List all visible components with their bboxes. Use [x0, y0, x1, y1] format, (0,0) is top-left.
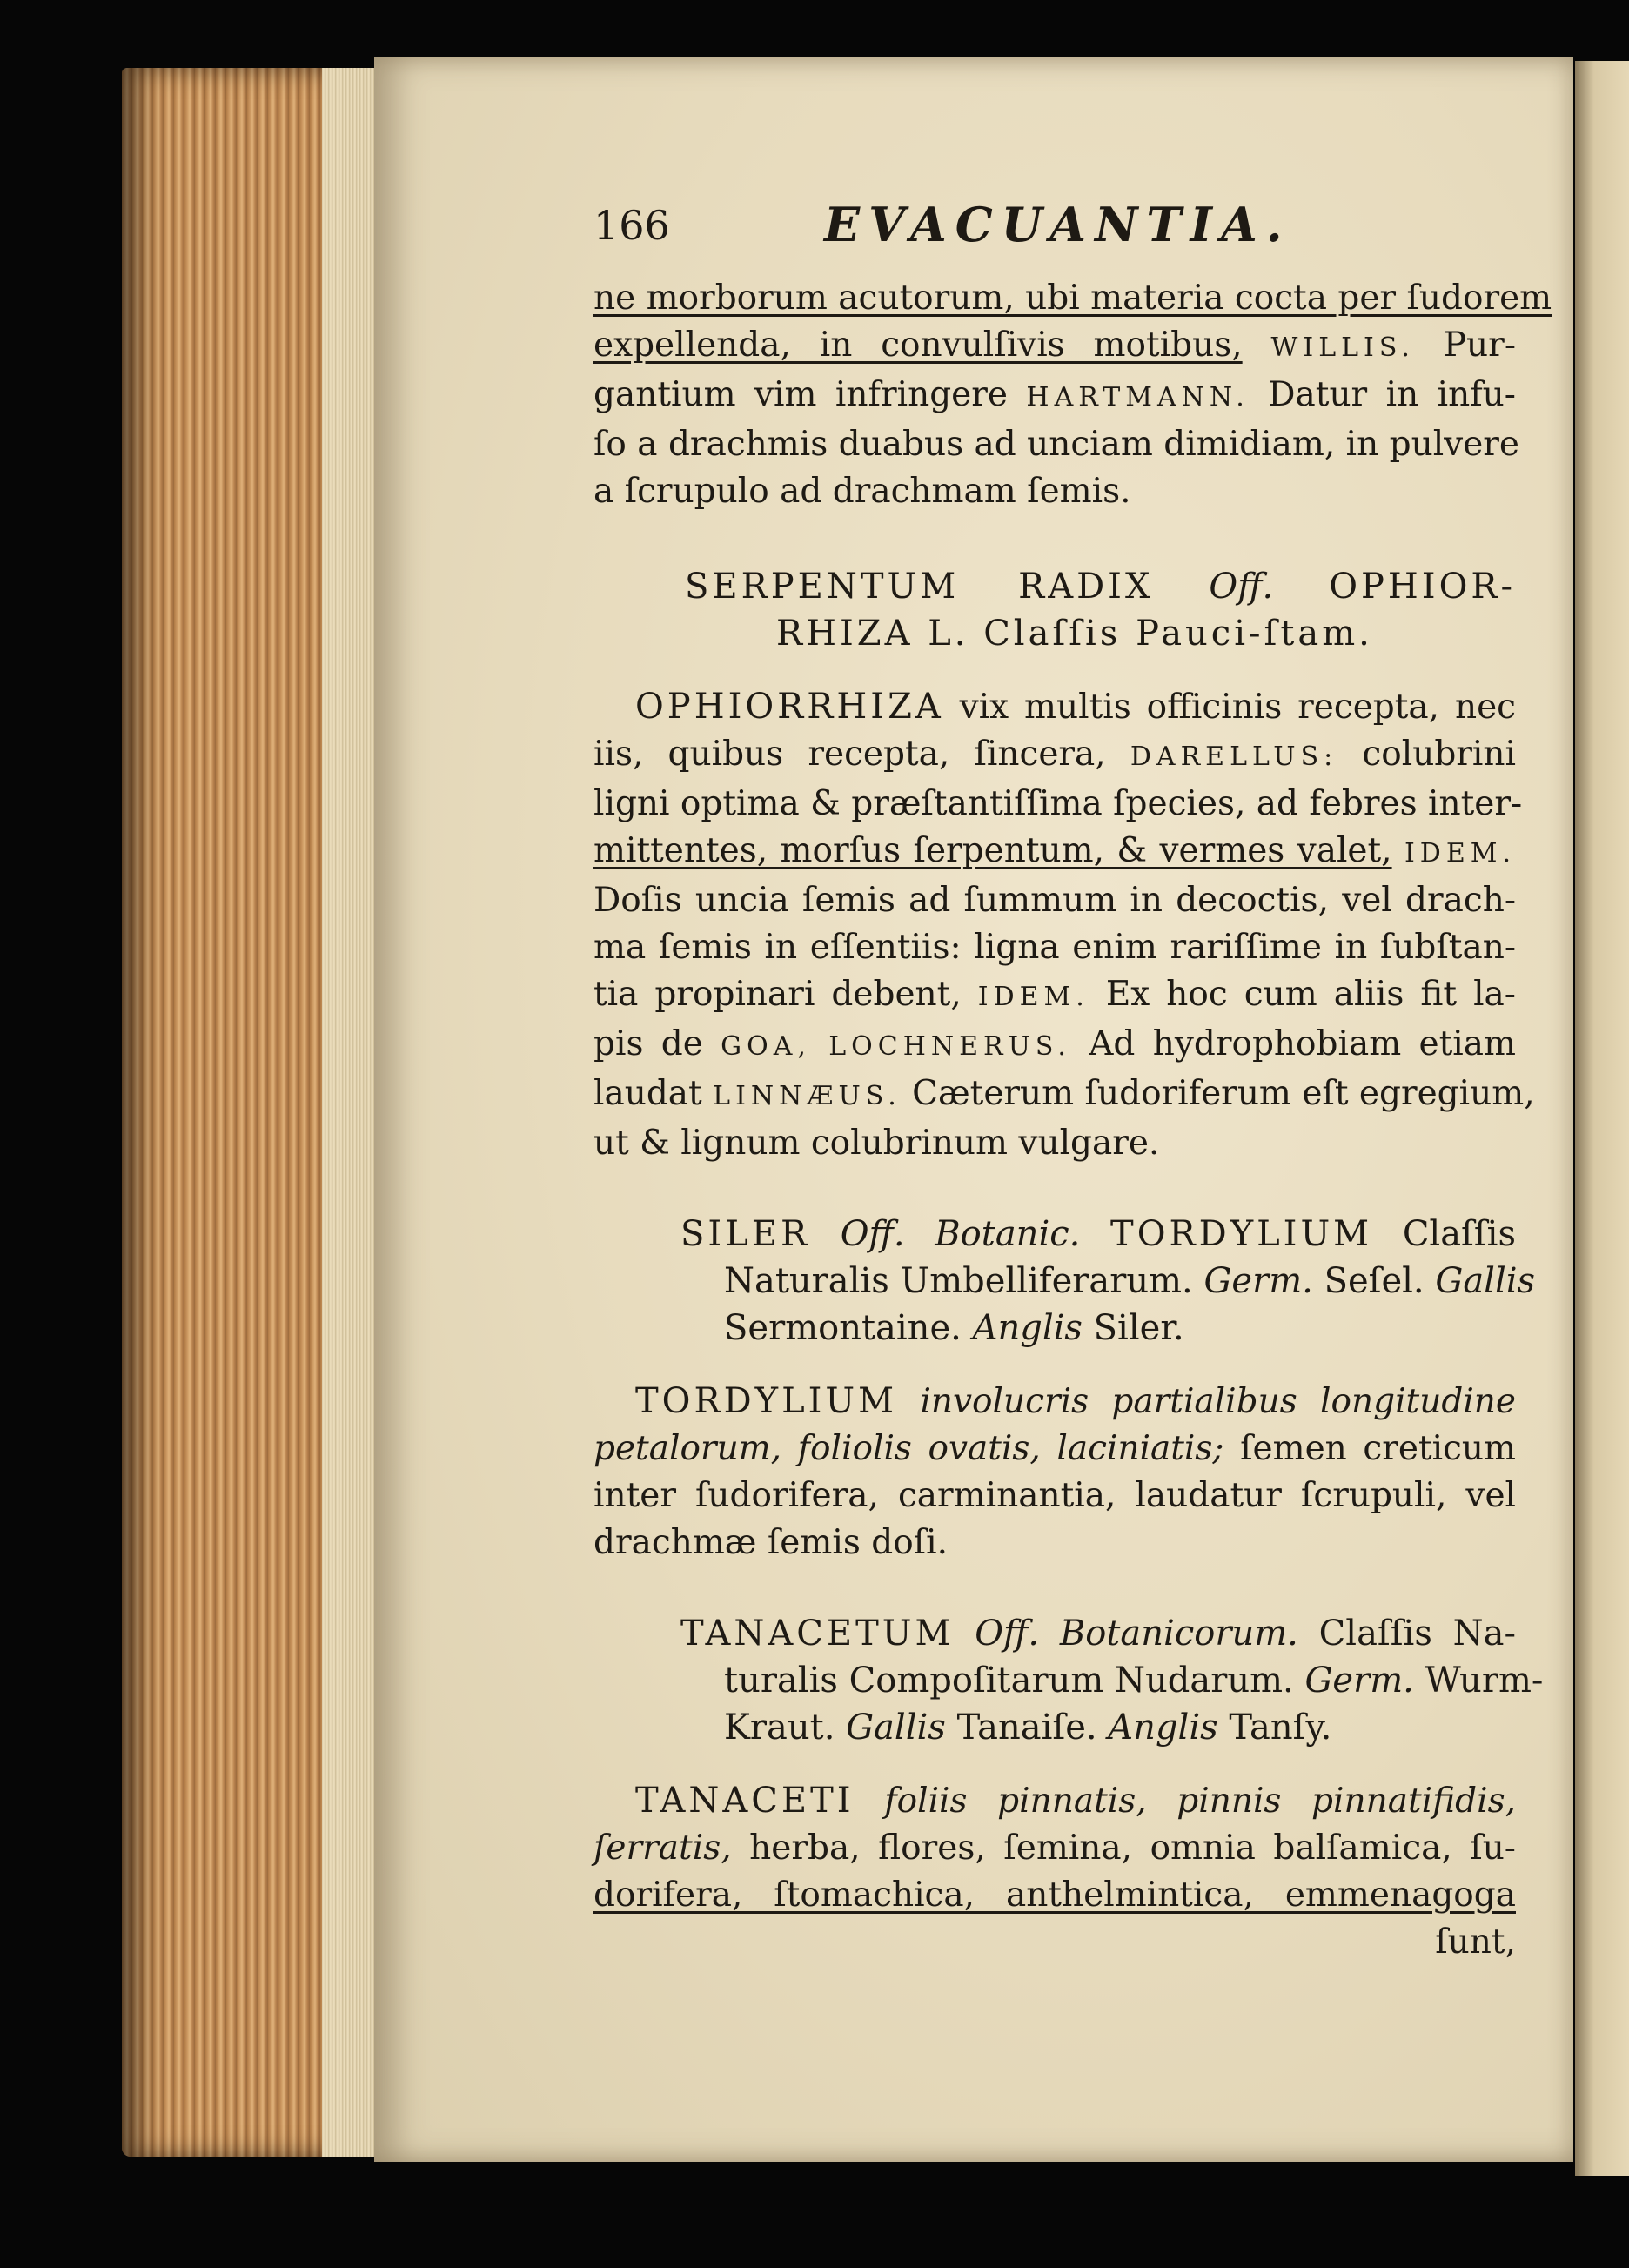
- entry-title: SERPENTUM RADIX: [685, 567, 1154, 607]
- text-span: OPHIORRHIZA: [635, 687, 944, 727]
- text-span: RHIZA L. Claſſis Pauci-ſtam.: [776, 614, 1373, 654]
- text-span: Off. Botanicorum.: [975, 1614, 1298, 1654]
- text-span: ſerratis,: [593, 1828, 732, 1868]
- entry-heading-serpentum: [685, 563, 1516, 657]
- text-line: [685, 563, 1516, 610]
- text-line: ne morborum acutorum, ubi materia cocta per ſudorem: [593, 278, 1552, 318]
- facing-page-edge: [1575, 61, 1629, 2176]
- author-name: IDEM.: [1404, 838, 1516, 869]
- text-span: Claſſis: [1402, 1214, 1516, 1254]
- text-span: Off.: [1209, 567, 1274, 607]
- text-line: [593, 731, 1516, 781]
- text-span: Sermontaine.: [724, 1308, 962, 1348]
- entry-heading-tanacetum: [680, 1610, 1544, 1751]
- text-span: Gallis: [1435, 1261, 1536, 1301]
- text-span: Germ.: [1203, 1261, 1313, 1301]
- text-line: dorifera, ſtomachica, anthelmintica, emmenagoga: [593, 1875, 1516, 1915]
- text-span: Germ.: [1304, 1661, 1414, 1701]
- text-span: Gallis: [846, 1708, 946, 1748]
- text-span: foliis pinnatis, pinnis pinnatifidis,: [884, 1782, 1516, 1821]
- text-line: [593, 683, 1516, 731]
- book-fore-edge: [122, 68, 379, 2157]
- entry-body-ophiorrhiza: [593, 683, 1535, 1167]
- text-line: [593, 1825, 1516, 1872]
- text-line: ut & lignum colubrinum vulgare.: [593, 1124, 1160, 1163]
- entry-heading-siler: [680, 1211, 1536, 1352]
- text-span: turalis Compoſitarum Nudarum.: [724, 1661, 1294, 1701]
- text-span: Ex hoc cum aliis fit la-: [1105, 975, 1516, 1014]
- paragraph-continuation: [593, 275, 1552, 515]
- text-span: pis de: [593, 1024, 703, 1064]
- text-span: laciniatis;: [1056, 1429, 1224, 1468]
- text-line: [776, 610, 1516, 657]
- text-line: [593, 971, 1516, 1021]
- text-span: Ad hydrophobiam etiam: [1089, 1024, 1516, 1064]
- text-span: Anglis: [1108, 1708, 1218, 1748]
- text-span: colubrini: [1362, 735, 1516, 774]
- text-line: [680, 1211, 1516, 1258]
- entry-title: SILER: [680, 1214, 811, 1254]
- text-line: [593, 1378, 1516, 1426]
- text-line: inter ſudorifera, carminantia, laudatur ſcrupuli, vel: [593, 1476, 1516, 1515]
- author-name: WILLIS.: [1270, 332, 1415, 363]
- text-line: [593, 1021, 1516, 1070]
- text-span: ſemen creticum: [1240, 1429, 1517, 1468]
- text-span: laudat: [593, 1074, 702, 1113]
- author-name: HARTMANN.: [1026, 382, 1250, 413]
- entry-body-tordylium: [593, 1378, 1516, 1567]
- text-span: Pur-: [1443, 325, 1516, 365]
- text-line: [724, 1258, 1536, 1305]
- text-span: herba, flores, ſemina, omnia balſamica, ſu-: [749, 1828, 1516, 1868]
- text-line: [680, 1610, 1516, 1657]
- text-span: iis, quibus recepta, ſincera,: [593, 735, 1106, 774]
- text-line: [724, 1657, 1544, 1704]
- text-span: Seſel.: [1324, 1261, 1425, 1301]
- text-span: Anglis: [972, 1308, 1083, 1348]
- place-name: GOA,: [721, 1031, 811, 1062]
- text-line: [724, 1305, 1516, 1352]
- author-name: DARELLUS:: [1130, 741, 1338, 772]
- text-span: Tanſy.: [1229, 1708, 1332, 1748]
- text-span: OPHIOR-: [1329, 567, 1517, 607]
- text-span: gantium vim infringere: [593, 375, 1008, 414]
- running-title: EVACUANTIA.: [824, 197, 1291, 252]
- text-span: involucris partialibus longitudine: [920, 1382, 1516, 1421]
- text-span: Cæterum ſudoriferum eſt egregium,: [912, 1074, 1535, 1113]
- text-line: [593, 828, 1516, 877]
- text-line: a ſcrupulo ad drachmam ſemis.: [593, 472, 1131, 511]
- text-span: tia propinari debent,: [593, 975, 962, 1014]
- text-line: [593, 372, 1516, 421]
- text-span: Tanaiſe.: [956, 1708, 1097, 1748]
- text-line: ligni optima & præſtantiſſima ſpecies, ad febres inter-: [593, 784, 1523, 823]
- catchword: ſunt,: [1435, 1922, 1516, 1962]
- text-line: Doſis uncia ſemis ad ſummum in decoctis, vel drach-: [593, 881, 1516, 920]
- text-span: Wurm-: [1425, 1661, 1544, 1701]
- text-span: Datur in infu-: [1268, 375, 1516, 414]
- text-span: Off. Botanic.: [840, 1214, 1081, 1254]
- text-line: ma ſemis in eſſentiis: ligna enim rariſſime in ſubſtan-: [593, 928, 1516, 967]
- text-span: TANACETI: [635, 1781, 855, 1821]
- entry-body-tanaceti: [593, 1777, 1516, 1919]
- text-span: petalorum,: [593, 1429, 782, 1468]
- text-span: Naturalis Umbelliferarum.: [724, 1261, 1193, 1301]
- text-line: [593, 322, 1516, 372]
- text-span: Kraut.: [724, 1708, 835, 1748]
- text-line: [593, 1426, 1516, 1473]
- text-line: [593, 1777, 1516, 1825]
- page-number: 166: [593, 202, 670, 249]
- text-span: mittentes, morſus ſerpentum, & vermes valet,: [593, 831, 1392, 870]
- text-line: [724, 1704, 1516, 1751]
- text-block: [593, 188, 1552, 1966]
- text-span: TORDYLIUM: [635, 1381, 898, 1421]
- text-line: [593, 1070, 1535, 1120]
- author-name: LINNÆUS.: [713, 1081, 902, 1111]
- text-span: TORDYLIUM: [1110, 1214, 1373, 1254]
- entry-title: TANACETUM: [680, 1614, 955, 1654]
- text-span: vix multis officinis recepta, nec: [959, 688, 1516, 727]
- text-span: foliolis ovatis,: [797, 1429, 1041, 1468]
- running-head: [593, 188, 1516, 275]
- author-name: IDEM.: [977, 982, 1089, 1012]
- text-line: drachmæ ſemis doſi.: [593, 1523, 948, 1562]
- text-span: Siler.: [1093, 1308, 1184, 1348]
- text-span: expellenda, in convulſivis motibus,: [593, 325, 1243, 365]
- book-page: [374, 57, 1573, 2162]
- text-span: Claſſis Na-: [1318, 1614, 1517, 1654]
- text-line: ſo a drachmis duabus ad unciam dimidiam, in pulvere: [593, 425, 1520, 464]
- author-name: LOCHNERUS.: [828, 1031, 1071, 1062]
